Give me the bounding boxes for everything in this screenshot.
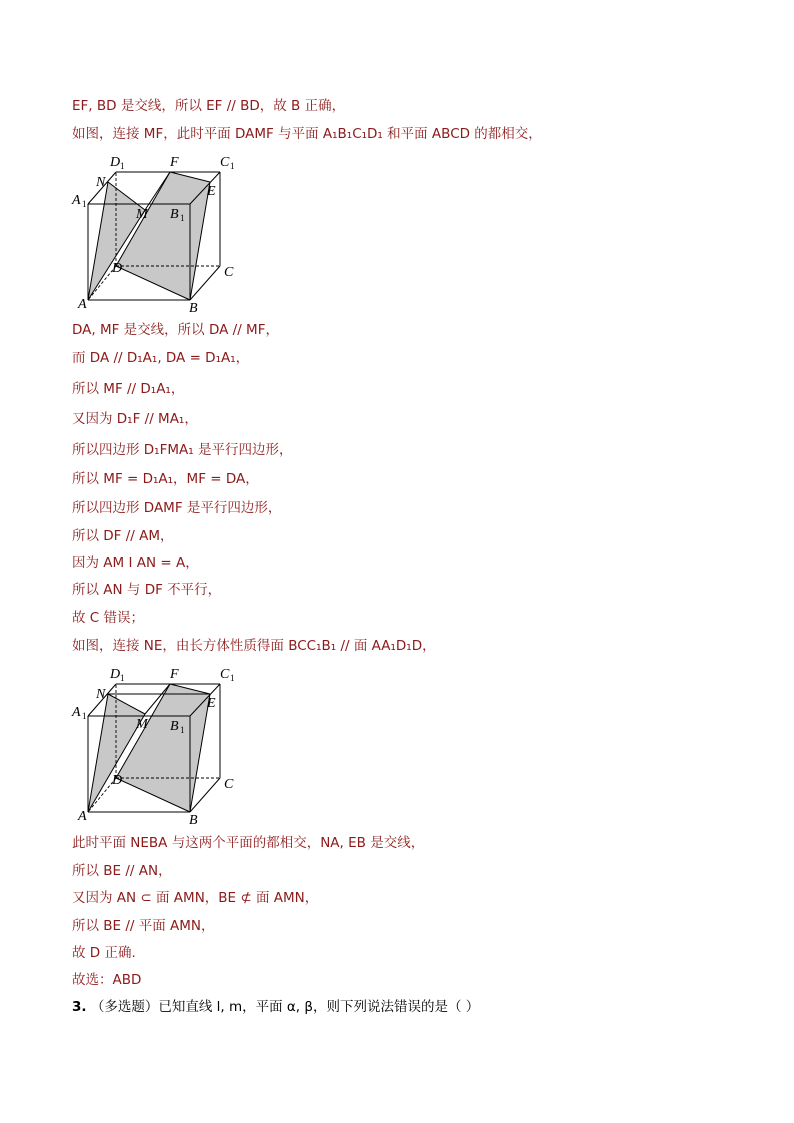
svg-text:C: C [224,777,234,792]
svg-text:D: D [112,261,123,276]
svg-text:B: B [189,301,198,316]
solution-line: EF, BD 是交线，所以 EF // BD，故 B 正确， [72,98,346,114]
solution-line: 因为 AM I AN = A， [72,555,199,571]
solution-line: 此时平面 NEBA 与这两个平面的都相交，NA, EB 是交线， [72,835,425,851]
solution-line: 所以 DF // AM， [72,528,174,544]
solution-line: 所以四边形 DAMF 是平行四边形， [72,500,282,516]
solution-line: 所以 BE // AN， [72,863,172,879]
svg-text:M: M [136,717,148,732]
solution-line: 所以 MF // D₁A₁， [72,381,185,397]
solution-line: 而 DA // D₁A₁, DA = D₁A₁， [72,350,250,366]
solution-line: 故 C 错误； [72,610,145,626]
svg-text:E: E [207,184,216,199]
svg-text:C: C [220,155,230,170]
solution-line: 如图，连接 NE，由长方体性质得面 BCC₁B₁ // 面 AA₁D₁D， [72,638,436,654]
svg-text:N: N [96,175,106,190]
svg-text:1: 1 [120,673,125,683]
svg-text:A: A [72,705,81,720]
solution-line: 又因为 AN ⊂ 面 AMN，BE ⊄ 面 AMN， [72,890,319,906]
figure-cube-1 [70,150,250,322]
question-text: （多选题）已知直线 l, m，平面 α, β，则下列说法错误的是（ ） [90,999,480,1015]
svg-text:B: B [170,207,179,222]
svg-text:B: B [189,813,198,828]
shaded-plane-bfe [116,172,210,300]
figure-cube-2 [70,662,250,834]
solution-line: 故 D 正确. [72,945,136,961]
svg-text:D: D [112,773,123,788]
svg-text:A: A [72,193,81,208]
solution-line: 所以四边形 D₁FMA₁ 是平行四边形， [72,442,293,458]
solution-line: 故选：ABD [72,972,142,988]
question-3 [72,998,479,1016]
svg-text:D: D [110,155,121,170]
solution-line: 所以 BE // 平面 AMN， [72,918,215,934]
svg-text:1: 1 [82,711,87,721]
svg-text:1: 1 [180,725,185,735]
svg-text:1: 1 [82,199,87,209]
solution-line: 所以 MF = D₁A₁，MF = DA， [72,471,259,487]
solution-line: 如图，连接 MF，此时平面 DAMF 与平面 A₁B₁C₁D₁ 和平面 ABCD 的都相交， [72,126,542,142]
svg-text:C: C [220,667,230,682]
question-number: 3. [72,999,87,1015]
svg-text:A: A [78,297,87,312]
shaded-plane-nebf [116,684,210,812]
svg-text:M: M [136,207,148,222]
svg-text:N: N [96,687,106,702]
svg-text:1: 1 [230,673,235,683]
solution-line: 又因为 D₁F // MA₁， [72,411,198,427]
svg-text:B: B [170,719,179,734]
svg-text:1: 1 [230,161,235,171]
svg-text:F: F [170,667,179,682]
svg-text:1: 1 [120,161,125,171]
svg-text:F: F [170,155,179,170]
svg-text:E: E [207,696,216,711]
svg-text:D: D [110,667,121,682]
svg-text:C: C [224,265,234,280]
solution-line: 所以 AN 与 DF 不平行， [72,582,222,598]
solution-line: DA, MF 是交线，所以 DA // MF， [72,322,279,338]
svg-text:1: 1 [180,213,185,223]
svg-text:A: A [78,809,87,824]
